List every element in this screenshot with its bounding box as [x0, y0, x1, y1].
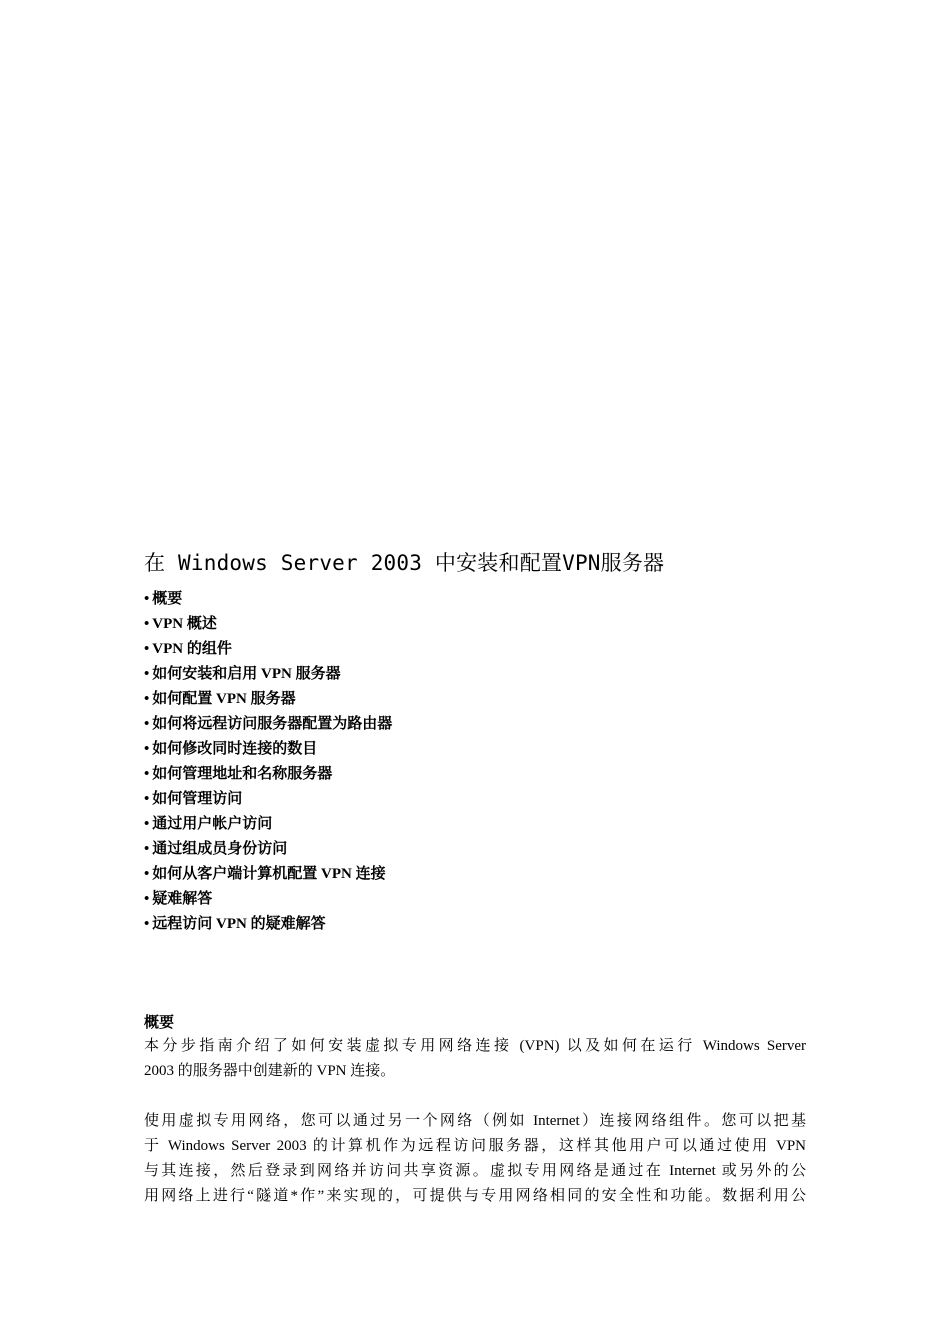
bullet-icon: •: [144, 816, 150, 832]
toc-item[interactable]: [144, 613, 392, 638]
bullet-icon: •: [144, 766, 150, 782]
toc-item[interactable]: [144, 763, 392, 788]
bullet-icon: •: [144, 716, 150, 732]
toc-item-label: 如何管理地址和名称服务器: [152, 766, 333, 782]
toc-item[interactable]: [144, 688, 392, 713]
summary-paragraph: [144, 1034, 806, 1084]
paragraph-line: 本分步指南介绍了如何安装虚拟专用网络连接 (VPN) 以及如何在运行 Windows Server: [144, 1038, 806, 1054]
paragraph-line: 用网络上进行“隧道*作”来实现的，可提供与专用网络相同的安全性和功能。数据利用公: [144, 1188, 806, 1204]
toc-item[interactable]: [144, 638, 392, 663]
bullet-icon: •: [144, 666, 150, 682]
toc-item-label: 远程访问 VPN 的疑难解答: [152, 916, 326, 932]
bullet-icon: •: [144, 616, 150, 632]
bullet-icon: •: [144, 741, 150, 757]
toc-item-label: 如何管理访问: [152, 791, 243, 807]
toc-item[interactable]: [144, 738, 392, 763]
vpn-description-paragraph: [144, 1109, 806, 1209]
bullet-icon: •: [144, 866, 150, 882]
table-of-contents: [144, 588, 392, 938]
paragraph-line: 使用虚拟专用网络，您可以通过另一个网络（例如 Internet）连接网络组件。您可以把基: [144, 1113, 806, 1129]
toc-item[interactable]: [144, 713, 392, 738]
toc-item-label: 通过组成员身份访问: [152, 841, 288, 857]
toc-item-label: 疑难解答: [152, 891, 213, 907]
bullet-icon: •: [144, 591, 150, 607]
toc-item[interactable]: [144, 863, 392, 888]
toc-item[interactable]: [144, 813, 392, 838]
summary-heading: 概要: [144, 1015, 175, 1031]
toc-item[interactable]: [144, 788, 392, 813]
toc-item-label: 如何配置 VPN 服务器: [152, 691, 296, 707]
bullet-icon: •: [144, 641, 150, 657]
toc-item[interactable]: [144, 888, 392, 913]
bullet-icon: •: [144, 691, 150, 707]
bullet-icon: •: [144, 841, 150, 857]
toc-item-label: VPN 概述: [152, 616, 217, 632]
paragraph-line: 2003 的服务器中创建新的 VPN 连接。: [144, 1063, 396, 1079]
toc-item[interactable]: [144, 913, 392, 938]
paragraph-line: 与其连接，然后登录到网络并访问共享资源。虚拟专用网络是通过在 Internet 或另外的公: [144, 1163, 806, 1179]
toc-item-label: VPN 的组件: [152, 641, 232, 657]
paragraph-line: 于 Windows Server 2003 的计算机作为远程访问服务器，这样其他用户可以通过使用 VPN: [144, 1138, 806, 1154]
bullet-icon: •: [144, 791, 150, 807]
toc-item[interactable]: [144, 838, 392, 863]
toc-item-label: 通过用户帐户访问: [152, 816, 273, 832]
toc-item[interactable]: [144, 588, 392, 613]
toc-item-label: 如何将远程访问服务器配置为路由器: [152, 716, 393, 732]
toc-item-label: 如何从客户端计算机配置 VPN 连接: [152, 866, 386, 882]
toc-item-label: 如何修改同时连接的数目: [152, 741, 318, 757]
document-title: 在 Windows Server 2003 中安装和配置VPN服务器: [144, 551, 665, 575]
toc-item-label: 概要: [152, 591, 183, 607]
bullet-icon: •: [144, 891, 150, 907]
toc-item[interactable]: [144, 663, 392, 688]
bullet-icon: •: [144, 916, 150, 932]
toc-item-label: 如何安装和启用 VPN 服务器: [152, 666, 341, 682]
